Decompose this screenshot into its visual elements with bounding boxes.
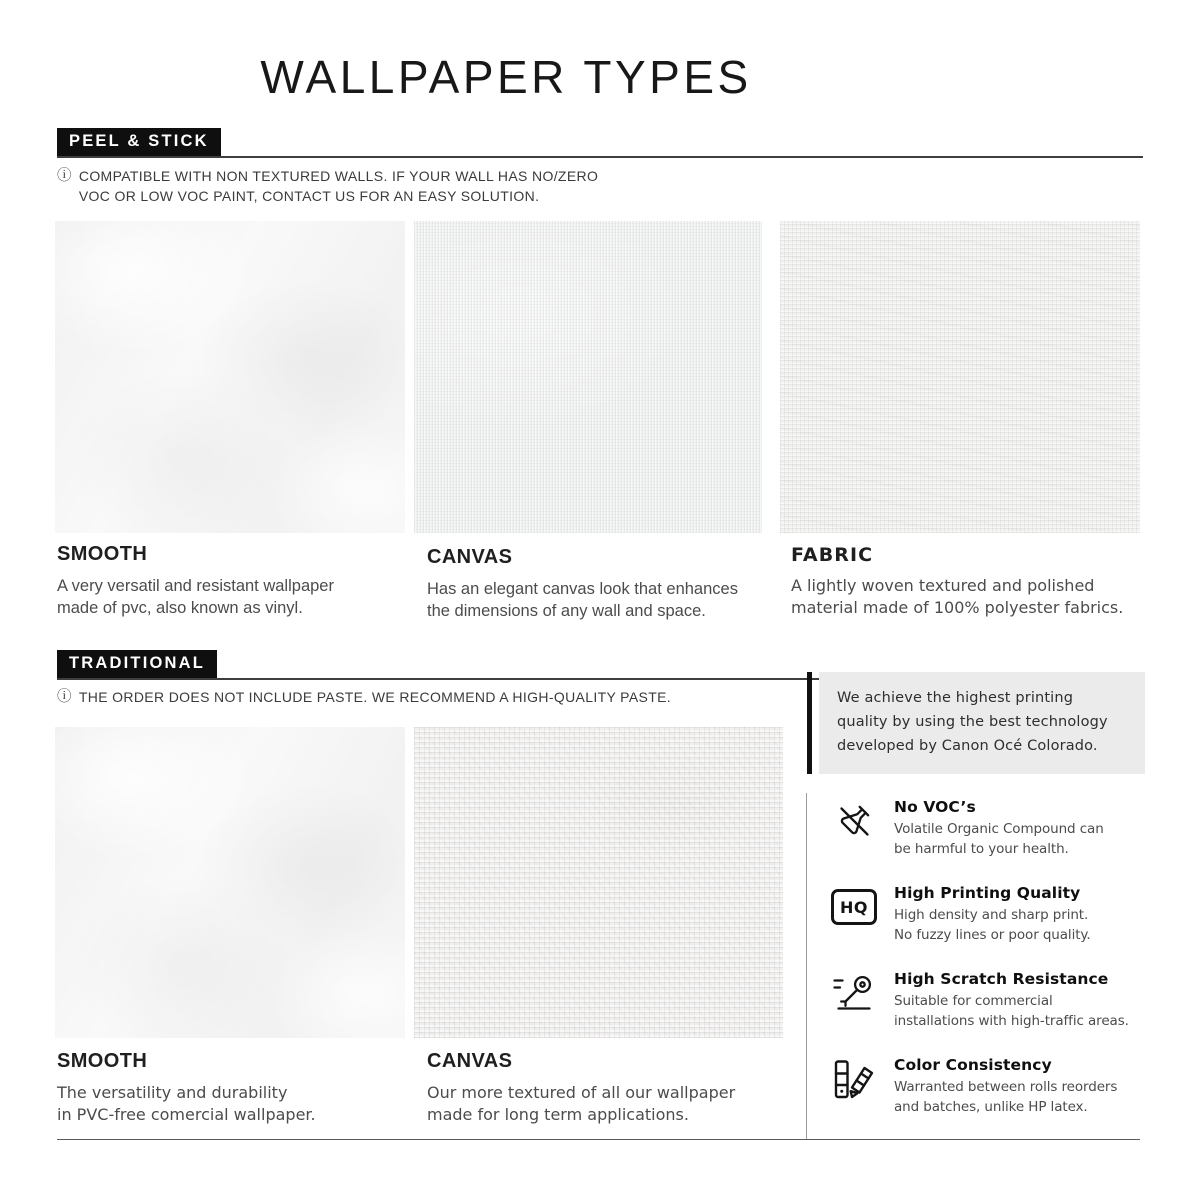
desc-line: made for long term applications.	[427, 1105, 689, 1125]
quote-text	[819, 672, 1145, 774]
desc-line: High density and sharp print.	[894, 907, 1089, 924]
info-icon: ⓘ	[57, 168, 72, 184]
quote-line: We achieve the highest printing	[837, 690, 1074, 706]
swatch-name: FABRIC	[791, 544, 874, 566]
peel-stick-note	[57, 166, 598, 207]
desc-line: Warranted between rolls reorders	[894, 1079, 1118, 1096]
swatch-peel-canvas	[414, 221, 762, 533]
swatch-description	[791, 575, 1143, 619]
caption-traditional-canvas	[427, 1050, 787, 1126]
bottom-divider	[57, 1139, 1140, 1140]
caption-peel-smooth	[57, 543, 407, 619]
desc-line: and batches, unlike HP latex.	[894, 1098, 1088, 1115]
traditional-note	[57, 687, 671, 707]
swatch-description	[57, 575, 407, 619]
quote-line: quality by using the best technology	[837, 713, 1108, 730]
peel-stick-note-text	[79, 166, 598, 207]
printing-quality-quote	[807, 672, 1145, 774]
note-line: VOC OR LOW VOC PAINT, CONTACT US FOR AN EASY SOLUTION.	[78, 188, 540, 205]
feature-high-printing-quality	[831, 884, 1146, 945]
feature-title: Color Consistency	[894, 1056, 1052, 1075]
swatch-name: CANVAS	[427, 546, 513, 568]
feature-description	[894, 820, 1104, 859]
feature-text	[894, 798, 1104, 859]
quote-line: developed by Canon Océ Colorado.	[837, 737, 1098, 754]
swatch-description	[427, 1082, 787, 1126]
peel-stick-tag: PEEL & STICK	[57, 128, 221, 156]
desc-line: Has an elegant canvas look that enhances	[427, 580, 738, 598]
no-voc-icon	[831, 799, 877, 845]
caption-peel-canvas	[427, 546, 773, 622]
swatch-peel-smooth	[55, 221, 405, 533]
swatch-description	[57, 1082, 407, 1126]
color-consistency-icon	[831, 1057, 877, 1103]
desc-line: material made of 100% polyester fabrics.	[791, 598, 1124, 618]
feature-title: High Scratch Resistance	[894, 970, 1109, 989]
desc-line: in PVC-free comercial wallpaper.	[57, 1105, 316, 1125]
swatch-peel-fabric	[780, 221, 1140, 533]
desc-line: be harmful to your health.	[894, 840, 1069, 857]
desc-line: Our more textured of all our wallpaper	[427, 1083, 736, 1102]
feature-description	[894, 906, 1091, 945]
feature-description	[894, 992, 1129, 1031]
swatch-description	[427, 578, 773, 622]
swatch-name: SMOOTH	[57, 1050, 148, 1072]
feature-title: High Printing Quality	[894, 884, 1081, 903]
info-icon: ⓘ	[57, 689, 72, 705]
page-title: WALLPAPER TYPES	[260, 51, 752, 103]
caption-traditional-smooth	[57, 1050, 407, 1126]
feature-title: No VOC’s	[894, 798, 976, 816]
desc-line: A very versatil and resistant wallpaper	[57, 577, 334, 595]
feature-description	[894, 1078, 1117, 1117]
desc-line: Volatile Organic Compound can	[894, 821, 1104, 837]
note-line: THE ORDER DOES NOT INCLUDE PASTE. WE RECOMMEND A HIGH-QUALITY PASTE.	[78, 689, 672, 705]
scratch-resistance-icon	[831, 971, 877, 1017]
desc-line: The versatility and durability	[57, 1083, 288, 1102]
quote-accent-bar	[807, 672, 812, 774]
swatch-traditional-canvas	[414, 727, 783, 1038]
desc-line: the dimensions of any wall and space.	[427, 602, 706, 621]
note-line: COMPATIBLE WITH NON TEXTURED WALLS. IF YOUR WALL HAS NO/ZERO	[78, 168, 599, 184]
feature-text	[894, 1056, 1117, 1117]
peel-stick-section-header	[57, 128, 1143, 158]
desc-line: No fuzzy lines or poor quality.	[894, 926, 1091, 943]
caption-peel-fabric	[791, 544, 1143, 619]
desc-line: A lightly woven textured and polished	[791, 576, 1095, 595]
traditional-tag: TRADITIONAL	[57, 650, 217, 678]
swatch-name: SMOOTH	[57, 543, 148, 565]
page-title-wrap	[0, 50, 1012, 104]
swatch-traditional-smooth	[55, 727, 405, 1038]
desc-line: made of pvc, also known as vinyl.	[57, 599, 303, 618]
feature-no-voc	[831, 798, 1146, 859]
feature-color-consistency	[831, 1056, 1146, 1117]
high-printing-quality-icon	[831, 885, 877, 931]
desc-line: installations with high-traffic areas.	[894, 1012, 1129, 1029]
hq-badge: HQ	[831, 889, 877, 925]
feature-text	[894, 884, 1091, 945]
features-list	[806, 793, 1146, 1139]
feature-text	[894, 970, 1129, 1031]
traditional-note-text	[79, 687, 671, 707]
swatch-name: CANVAS	[427, 1050, 513, 1072]
desc-line: Suitable for commercial	[894, 993, 1053, 1010]
feature-scratch-resistance	[831, 970, 1146, 1031]
